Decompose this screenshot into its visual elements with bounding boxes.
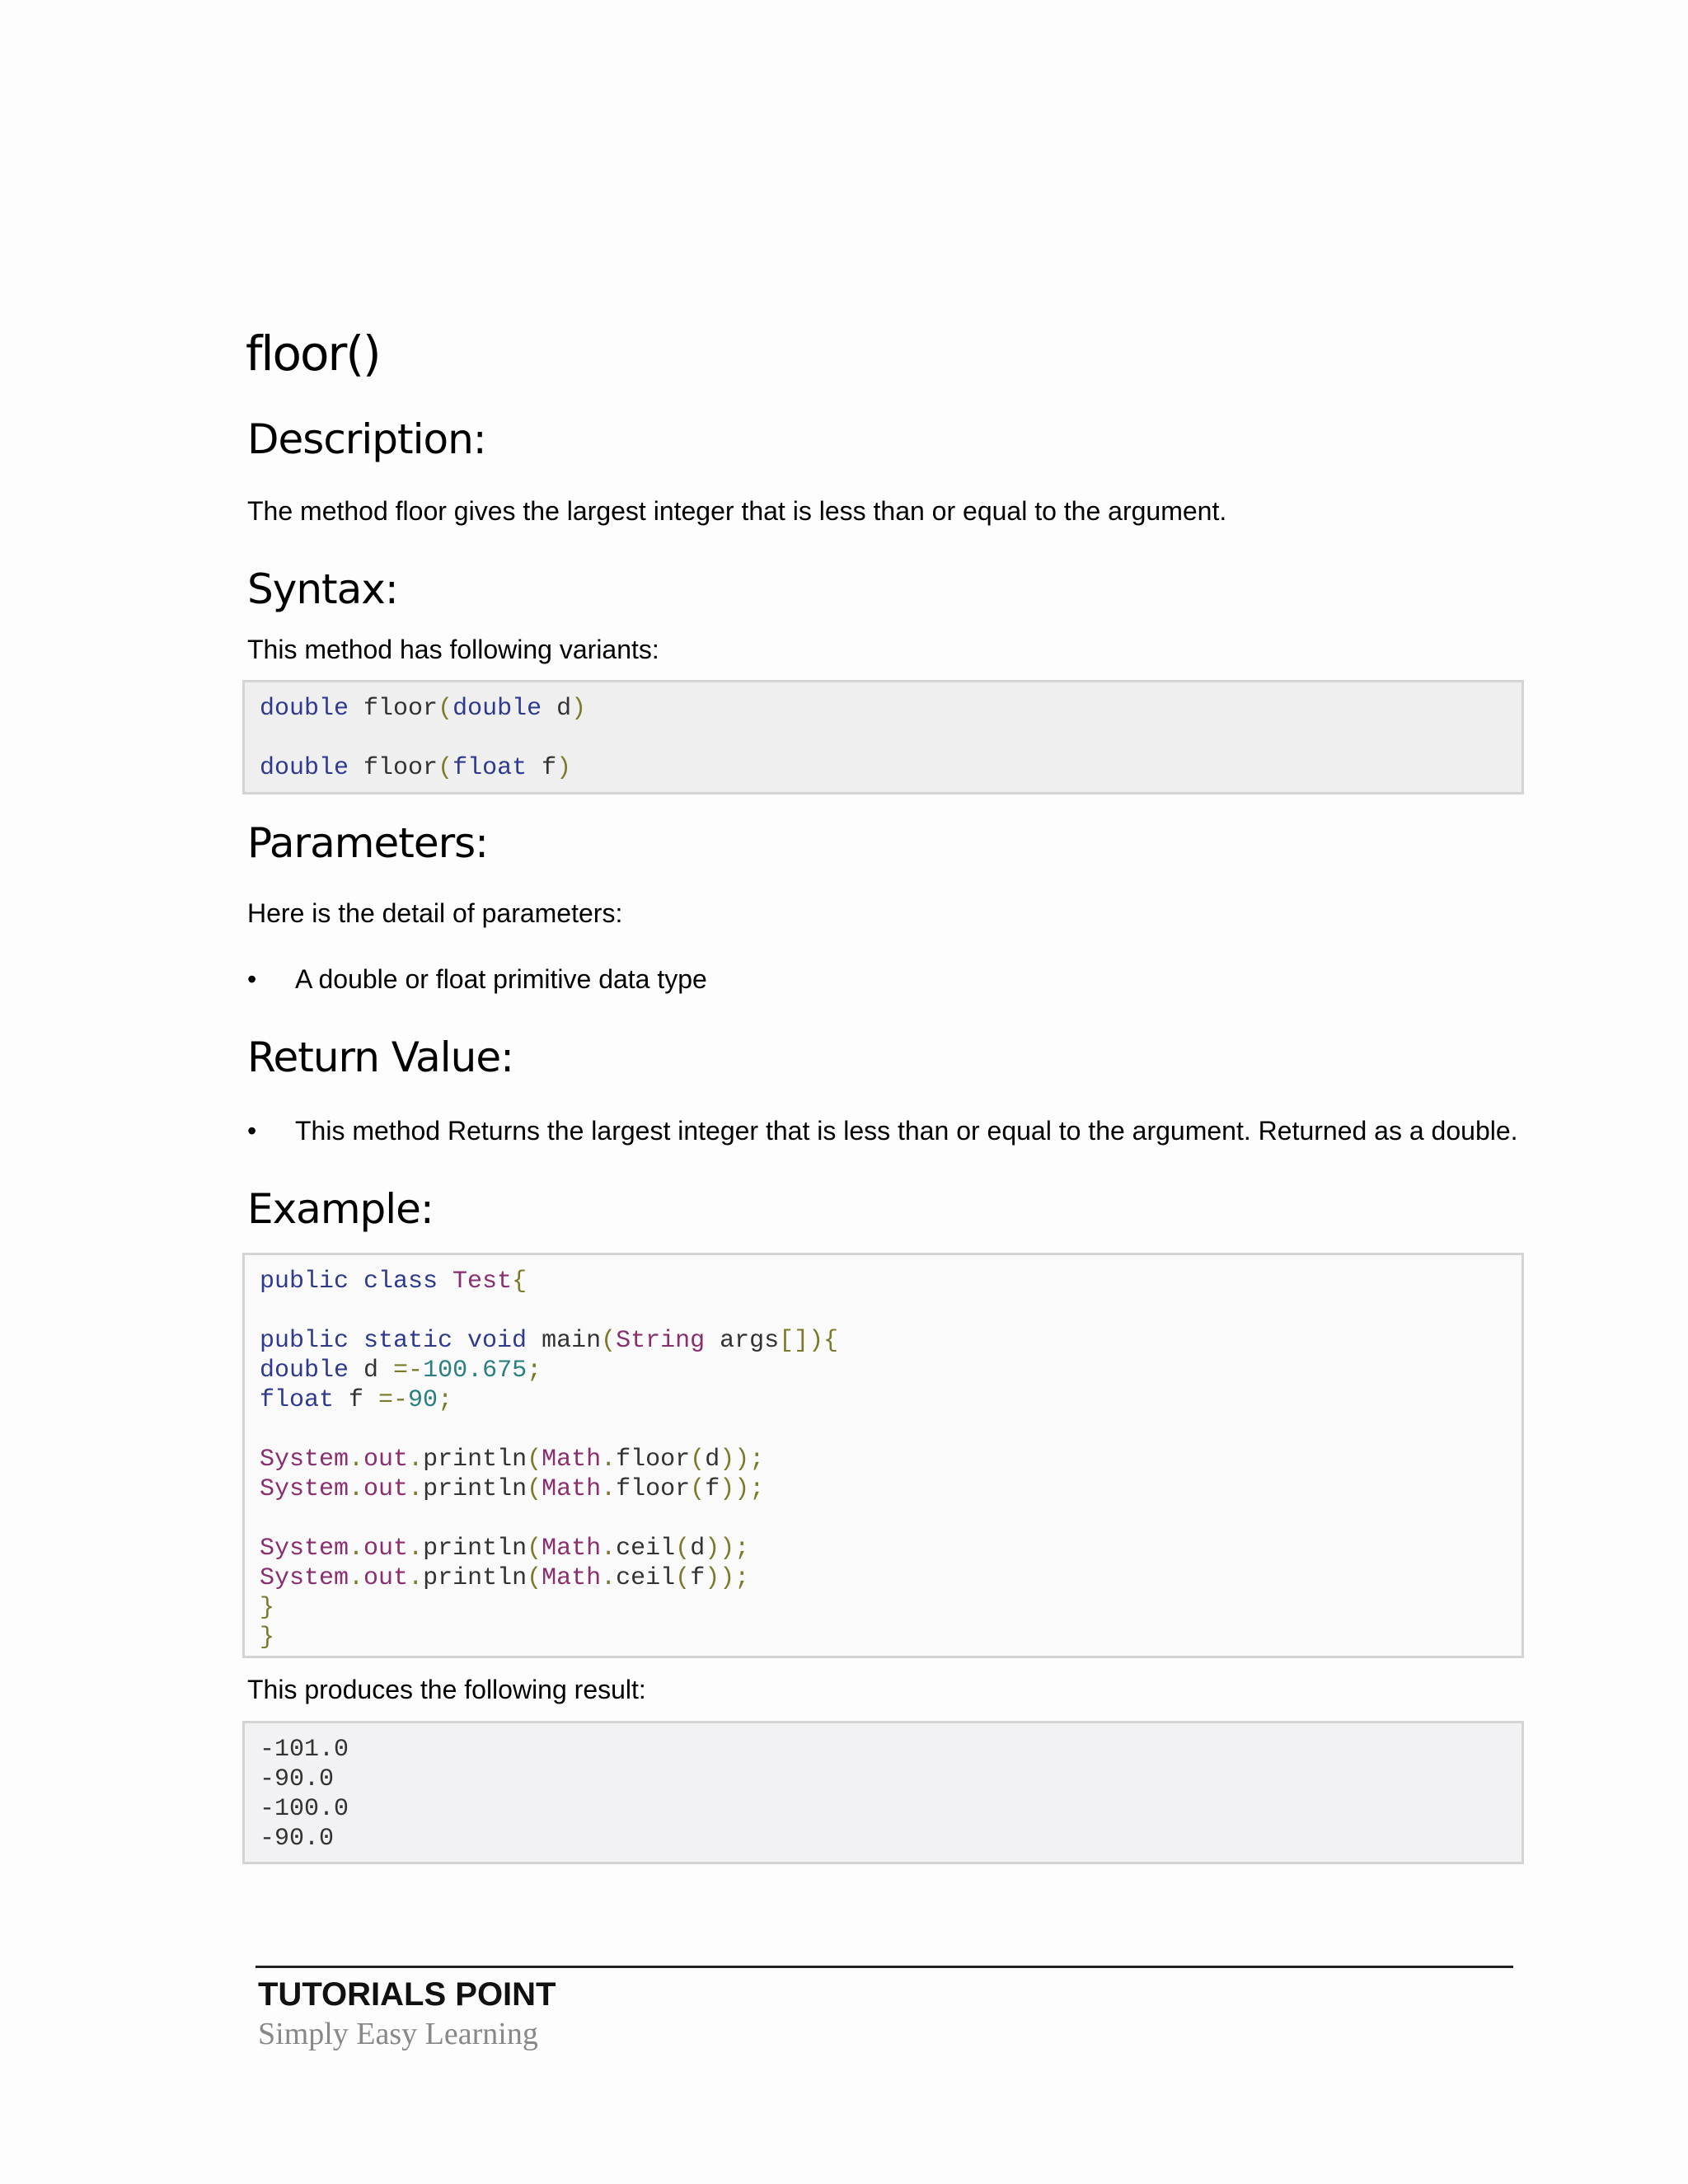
example-code-line [260, 1593, 1507, 1623]
code-token: Math [542, 1446, 602, 1474]
code-token: d [542, 695, 572, 723]
syntax-code-line [260, 753, 1507, 783]
code-token: double [452, 695, 542, 723]
example-code-line [260, 1445, 1507, 1474]
code-token: Math [542, 1564, 602, 1592]
example-code-block [242, 1253, 1524, 1658]
code-token: ; [527, 1357, 542, 1385]
code-token: floor [349, 754, 438, 782]
code-token: ( [675, 1564, 691, 1592]
code-token: float [452, 754, 528, 782]
example-code-line [260, 1385, 1507, 1415]
result-line: -90.0 [260, 1765, 335, 1793]
example-heading: Example: [247, 1185, 434, 1233]
code-token: d [705, 1446, 720, 1474]
code-token: System [260, 1564, 349, 1592]
syntax-heading: Syntax: [247, 565, 398, 613]
code-token: String [616, 1327, 706, 1355]
code-token: ( [527, 1535, 542, 1563]
code-token: )); [705, 1535, 750, 1563]
syntax-code-line [260, 694, 1507, 724]
example-code-line [260, 1267, 1507, 1296]
code-token: =- [393, 1357, 424, 1385]
code-token: 100.675 [423, 1357, 528, 1385]
code-token: ( [527, 1564, 542, 1592]
footer-subtitle: Simply Easy Learning [258, 2017, 538, 2051]
result-line: -100.0 [260, 1795, 349, 1823]
return-value-heading: Return Value: [247, 1033, 513, 1081]
code-token: f [527, 754, 557, 782]
return-value-bullet-text: This method Returns the largest integer that is less than or equal to the argument. Returned as a double. [295, 1116, 1518, 1146]
code-token: Math [542, 1475, 602, 1503]
code-token: d [349, 1357, 394, 1385]
code-token: Math [542, 1535, 602, 1563]
footer-title: TUTORIALS POINT [258, 1976, 556, 2013]
code-token: . [601, 1475, 617, 1503]
code-token: { [512, 1268, 528, 1296]
page-title: floor() [246, 326, 380, 382]
code-token: )); [705, 1564, 750, 1592]
code-token: ( [438, 754, 453, 782]
code-token: . [349, 1535, 364, 1563]
code-token: main [527, 1327, 602, 1355]
code-token: ; [438, 1386, 453, 1414]
code-token: . [601, 1446, 617, 1474]
bullet-icon: • [247, 1116, 257, 1146]
code-token: float [260, 1386, 335, 1414]
code-token: ) [571, 695, 587, 723]
code-token: ( [690, 1475, 706, 1503]
example-code-line [260, 1534, 1507, 1563]
code-token: println [423, 1564, 528, 1592]
code-token: . [349, 1564, 364, 1592]
code-token: =- [378, 1386, 409, 1414]
code-token: System [260, 1475, 349, 1503]
code-token: public class [260, 1268, 453, 1296]
code-token: []){ [779, 1327, 839, 1355]
code-token: } [260, 1624, 275, 1652]
example-code-line [260, 1356, 1507, 1385]
code-token: public static void [260, 1327, 528, 1355]
code-token: )); [720, 1475, 765, 1503]
result-intro: This produces the following result: [247, 1675, 646, 1704]
code-token: . [408, 1446, 424, 1474]
code-token: ceil [616, 1535, 676, 1563]
example-code-line [260, 1623, 1507, 1652]
code-token: . [601, 1564, 617, 1592]
code-token: f [690, 1564, 706, 1592]
code-token: 90 [408, 1386, 438, 1414]
code-token: println [423, 1446, 528, 1474]
description-heading: Description: [247, 415, 486, 463]
code-token: ( [690, 1446, 706, 1474]
code-token: . [408, 1564, 424, 1592]
code-token: f [334, 1386, 379, 1414]
parameters-bullet-text: A double or float primitive data type [295, 964, 707, 994]
result-line: -101.0 [260, 1736, 349, 1764]
code-token: floor [349, 695, 438, 723]
code-token: floor [616, 1446, 691, 1474]
code-token: ( [675, 1535, 691, 1563]
code-token: out [363, 1446, 409, 1474]
code-token: println [423, 1535, 528, 1563]
parameters-heading: Parameters: [247, 819, 489, 867]
footer-divider [256, 1966, 1513, 1968]
code-token: double [260, 1357, 349, 1385]
code-token: ceil [616, 1564, 676, 1592]
code-token: floor [616, 1475, 691, 1503]
example-code-line [260, 1474, 1507, 1504]
code-token: } [260, 1594, 275, 1622]
code-token: . [408, 1475, 424, 1503]
code-token: System [260, 1535, 349, 1563]
syntax-code-block [242, 680, 1524, 794]
code-token: d [690, 1535, 706, 1563]
code-token: ( [438, 695, 453, 723]
code-token: out [363, 1535, 409, 1563]
code-token: Test [452, 1268, 513, 1296]
code-token: f [705, 1475, 720, 1503]
code-token: println [423, 1475, 528, 1503]
code-token: ( [527, 1446, 542, 1474]
code-token: args [705, 1327, 780, 1355]
code-token: . [349, 1446, 364, 1474]
code-token: ( [527, 1475, 542, 1503]
code-token: . [408, 1535, 424, 1563]
parameters-intro: Here is the detail of parameters: [247, 898, 623, 928]
code-token: out [363, 1475, 409, 1503]
code-token: . [349, 1475, 364, 1503]
code-token: )); [720, 1446, 765, 1474]
code-token: ( [601, 1327, 617, 1355]
code-token: ) [556, 754, 572, 782]
result-code-block [242, 1721, 1524, 1864]
code-token: out [363, 1564, 409, 1592]
example-code-line [260, 1326, 1507, 1356]
code-token: double [260, 754, 349, 782]
syntax-intro: This method has following variants: [247, 635, 659, 664]
description-text: The method floor gives the largest integer that is less than or equal to the argument. [247, 496, 1227, 526]
code-token: System [260, 1446, 349, 1474]
code-token: . [601, 1535, 617, 1563]
code-token: double [260, 695, 349, 723]
example-code-line [260, 1563, 1507, 1593]
bullet-icon: • [247, 964, 257, 994]
result-line: -90.0 [260, 1825, 335, 1853]
